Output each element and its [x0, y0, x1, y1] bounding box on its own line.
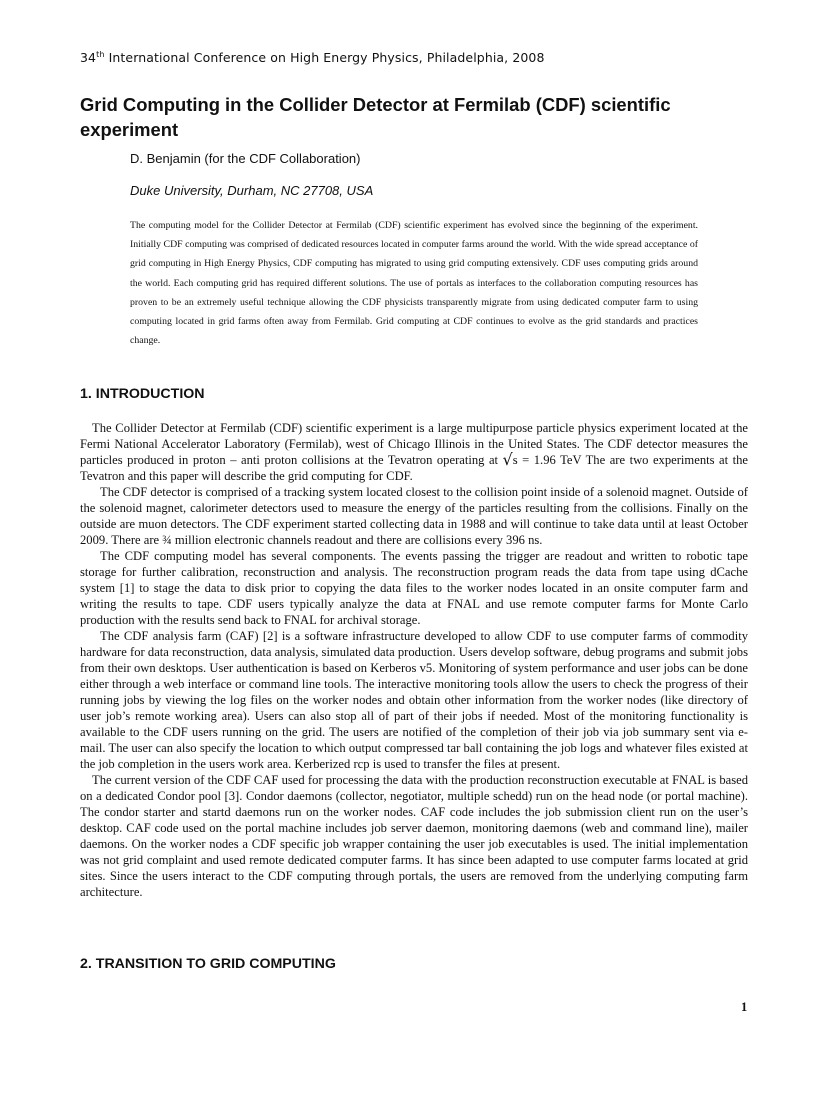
- paper-title: Grid Computing in the Collider Detector at Fermilab (CDF) scientific experiment: [80, 94, 671, 140]
- paragraph-1-text-b: s = 1.96 TeV The are two experiments at the Tevatron and this paper will describe the grid computing for CDF.: [80, 453, 748, 483]
- abstract: The computing model for the Collider Detector at Fermilab (CDF) scientific experiment has evolved since the beginning of the experiment. Initially CDF computing was comprised of dedicated resources located in computer farms around the world. With the wide spread acceptance of grid computing in High Energy Physics, CDF computing has migrated to using grid computing extensively. CDF uses computing grids around the world. Each computing grid has required different solutions. The use of portals as interfaces to the collaboration computing resources has proven to be an extremely useful technique allowing the CDF physicists transparently migrate from using dedicated computer farm to using computing located in grid farms often away from Fermilab. Grid computing at CDF continues to evolve as the grid standards and practices change.: [130, 220, 698, 347]
- paragraph-1: [80, 420, 748, 484]
- author-line: D. Benjamin (for the CDF Collaboration): [130, 151, 361, 166]
- conference-header: [80, 50, 545, 65]
- paragraph-3: The CDF computing model has several components. The events passing the trigger are readout and written to robotic tape storage for further calibration, reconstruction and analysis. The reconstruction program reads the data from tape using dCache system [1] to stage the data to disk prior to copying the data files to the worker nodes located in an onsite computer farm and writing the results to tape. CDF users typically analyze the data at FNAL and use remote computer farms for Monte Carlo production with the results send back to FNAL for archival storage.: [80, 549, 748, 627]
- paragraph-5: The current version of the CDF CAF used for processing the data with the production reconstruction executable at FNAL is based on a dedicated Condor pool [3]. Condor daemons (collector, negotiator, multiple schedd) run on the head node (or portal machine). The condor starter and startd daemons run on the worker nodes. CAF code includes the job submission client run on the user’s desktop. CAF code used on the portal machine includes job server daemon, monitoring daemons (web and command line), mailer daemons. On the worker nodes a CDF specific job wrapper containing the user job executables is used. The initial implementation was not grid complaint and used remote dedicated computer farms. It has since been adapted to use computer farms located at grid sites. Since the users interact to the CDF computing through portals, the users are removed from the underlying computing farm architecture.: [80, 773, 748, 899]
- introduction-body: [80, 420, 748, 900]
- paragraph-2: The CDF detector is comprised of a tracking system located closest to the collision point inside of a solenoid magnet. Outside of the solenoid magnet, calorimeter detectors used to measure the energy of the particles resulting from the collisions. Finally on the outside are muon detectors. The CDF experiment started collecting data in 1988 and will continue to take data until at least October 2009. There are ¾ million electronic channels readout and there are collisions every 396 ns.: [80, 485, 748, 547]
- ordinal-suffix: th: [96, 49, 105, 59]
- paragraph-1-text-a: The Collider Detector at Fermilab (CDF) scientific experiment is a large multipurpose particle physics experiment located at the Fermi National Accelerator Laboratory (Fermilab), west of Chicago Illinois in the United States. The CDF detector measures the particles produced in proton – anti proton collisions at the Tevatron operating at: [80, 421, 748, 467]
- sqrt-symbol: √: [502, 450, 513, 469]
- conference-number: 34: [80, 50, 97, 65]
- page-number: 1: [741, 1000, 748, 1014]
- section-heading-introduction: 1. INTRODUCTION: [80, 386, 205, 402]
- conference-name: International Conference on High Energy Physics, Philadelphia, 2008: [104, 50, 545, 65]
- section-heading-grid-computing: 2. TRANSITION TO GRID COMPUTING: [80, 956, 336, 972]
- affiliation-line: Duke University, Durham, NC 27708, USA: [130, 183, 374, 198]
- paragraph-4: The CDF analysis farm (CAF) [2] is a software infrastructure developed to allow CDF to use computer farms of commodity hardware for data reconstruction, data analysis, simulated data production. Users develop software, debug programs and submit jobs from their own desktops. User authentication is based on Kerberos v5. Monitoring of system performance and user jobs can be done either through a web interface or command line tools. The interactive monitoring tools allow the users to check the progress of their running jobs by viewing the log files on the worker nodes and obtain other information from the worker nodes (like directory of user job’s remote working area). Users can also stop all of part of their jobs if needed. Most of the monitoring functionality is available to the CDF users running on the grid. The users are notified of the completion of their job via job summary sent via e-mail. The user can also specify the location to which output compressed tar ball containing the job logs and whatever files existed at the job completion in the users work area. Kerberized rcp is used to transfer the files at present.: [80, 629, 748, 771]
